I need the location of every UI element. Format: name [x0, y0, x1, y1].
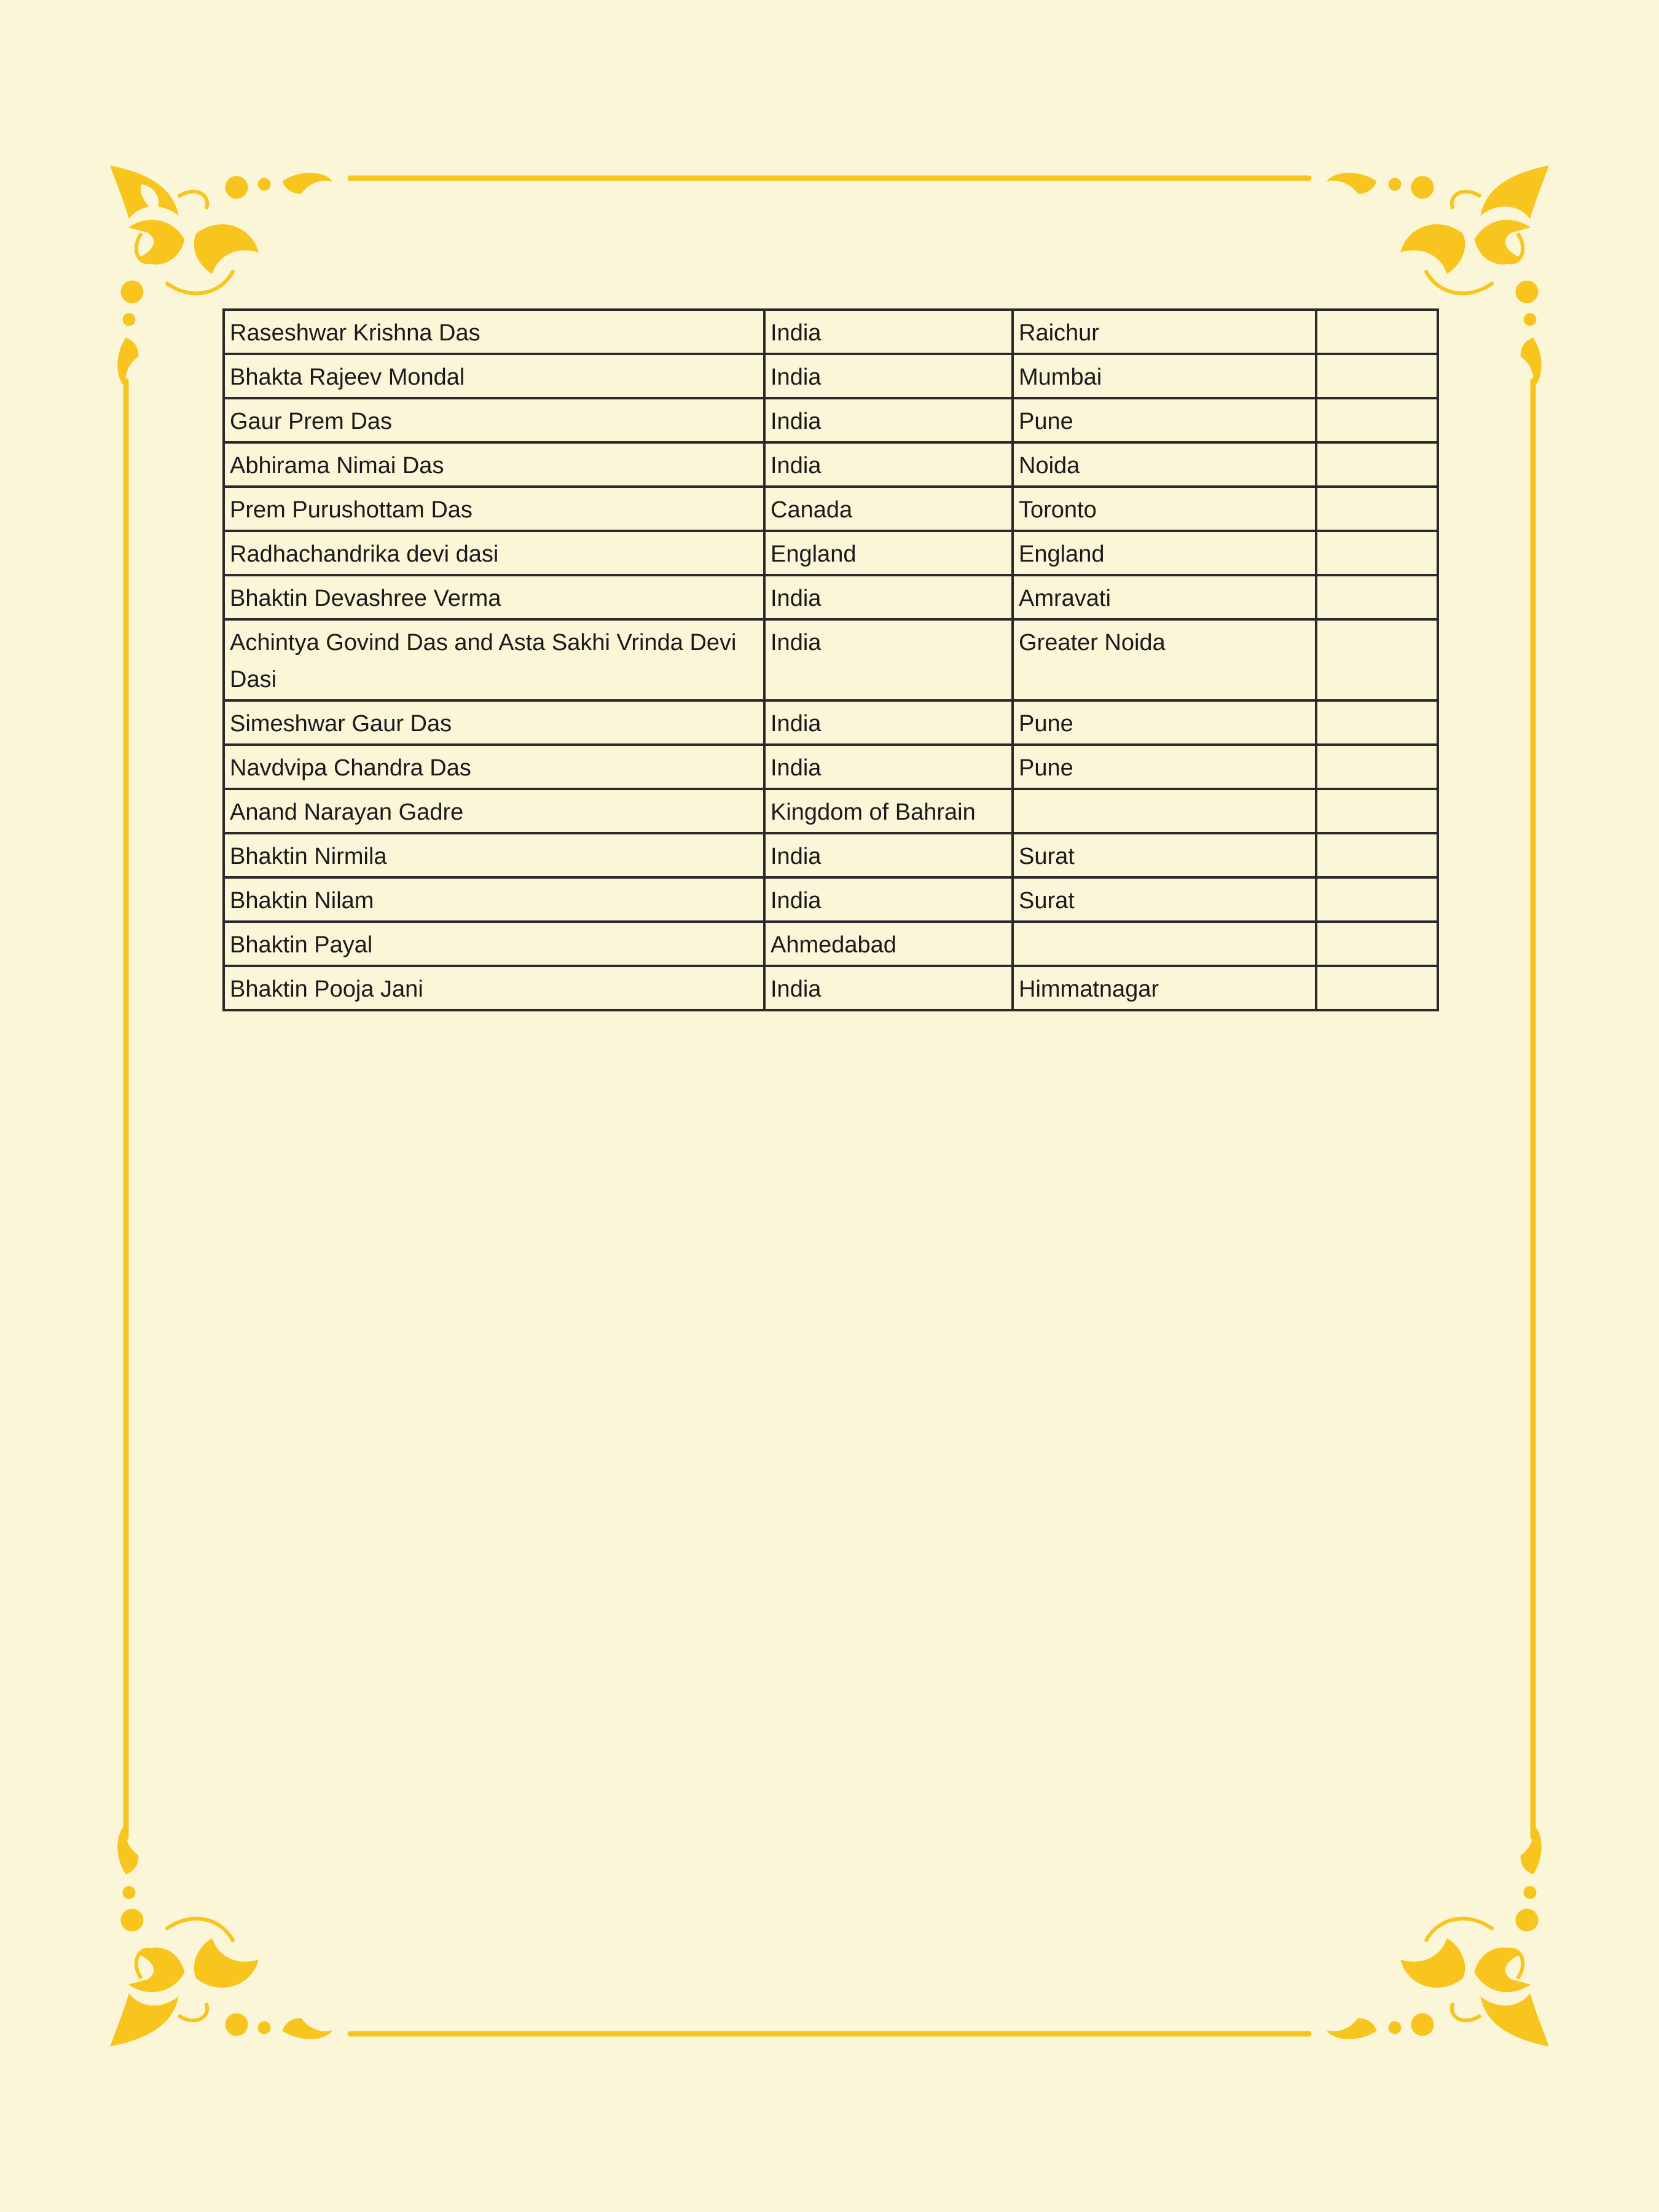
name-cell: Bhaktin Nirmila — [224, 833, 764, 877]
country-cell: India — [764, 398, 1013, 442]
extra-cell — [1316, 877, 1438, 922]
extra-cell — [1316, 922, 1438, 966]
extra-cell — [1316, 966, 1438, 1010]
city-cell — [1013, 922, 1316, 966]
country-cell: India — [764, 575, 1013, 619]
table-row — [224, 619, 1438, 700]
extra-cell — [1316, 531, 1438, 575]
country-cell: India — [764, 745, 1013, 789]
city-cell: Pune — [1013, 398, 1316, 442]
extra-cell — [1316, 310, 1438, 354]
table-row — [224, 700, 1438, 745]
table-row — [224, 310, 1438, 354]
country-cell: India — [764, 442, 1013, 487]
city-cell: Mumbai — [1013, 354, 1316, 398]
city-cell: Pune — [1013, 745, 1316, 789]
city-cell — [1013, 789, 1316, 833]
name-cell: Radhachandrika devi dasi — [224, 531, 764, 575]
table-row — [224, 745, 1438, 789]
extra-cell — [1316, 354, 1438, 398]
extra-cell — [1316, 833, 1438, 877]
city-cell: England — [1013, 531, 1316, 575]
country-cell: India — [764, 966, 1013, 1010]
extra-cell — [1316, 487, 1438, 531]
extra-cell — [1316, 745, 1438, 789]
country-cell: India — [764, 619, 1013, 700]
city-cell: Raichur — [1013, 310, 1316, 354]
floral-scroll-ornament-icon — [104, 1819, 338, 2052]
table-row — [224, 833, 1438, 877]
country-cell: England — [764, 531, 1013, 575]
country-cell: India — [764, 833, 1013, 877]
table-row — [224, 354, 1438, 398]
city-cell: Himmatnagar — [1013, 966, 1316, 1010]
table-row — [224, 966, 1438, 1010]
name-cell: Abhirama Nimai Das — [224, 442, 764, 487]
extra-cell — [1316, 575, 1438, 619]
extra-cell — [1316, 398, 1438, 442]
city-cell: Toronto — [1013, 487, 1316, 531]
name-cell: Bhaktin Payal — [224, 922, 764, 966]
extra-cell — [1316, 442, 1438, 487]
country-cell: India — [764, 354, 1013, 398]
name-cell: Bhaktin Pooja Jani — [224, 966, 764, 1010]
country-cell: India — [764, 877, 1013, 922]
name-cell: Anand Narayan Gadre — [224, 789, 764, 833]
name-cell: Gaur Prem Das — [224, 398, 764, 442]
table-row — [224, 789, 1438, 833]
name-cell: Achintya Govind Das and Asta Sakhi Vrinda Devi Dasi — [224, 619, 764, 700]
table-row — [224, 531, 1438, 575]
country-cell: India — [764, 310, 1013, 354]
table-row — [224, 922, 1438, 966]
country-cell: Kingdom of Bahrain — [764, 789, 1013, 833]
extra-cell — [1316, 619, 1438, 700]
floral-scroll-ornament-icon — [1321, 1819, 1555, 2052]
table-row — [224, 442, 1438, 487]
country-cell: Ahmedabad — [764, 922, 1013, 966]
name-cell: Bhaktin Devashree Verma — [224, 575, 764, 619]
table-row — [224, 398, 1438, 442]
city-cell: Amravati — [1013, 575, 1316, 619]
city-cell: Greater Noida — [1013, 619, 1316, 700]
table-row — [224, 575, 1438, 619]
city-cell: Surat — [1013, 877, 1316, 922]
city-cell: Pune — [1013, 700, 1316, 745]
table-row — [224, 487, 1438, 531]
name-cell: Bhakta Rajeev Mondal — [224, 354, 764, 398]
country-cell: India — [764, 700, 1013, 745]
name-cell: Raseshwar Krishna Das — [224, 310, 764, 354]
name-cell: Navdvipa Chandra Das — [224, 745, 764, 789]
country-cell: Canada — [764, 487, 1013, 531]
extra-cell — [1316, 789, 1438, 833]
name-cell: Prem Purushottam Das — [224, 487, 764, 531]
devotee-register-table — [222, 308, 1439, 1011]
table-row — [224, 877, 1438, 922]
extra-cell — [1316, 700, 1438, 745]
name-cell: Bhaktin Nilam — [224, 877, 764, 922]
city-cell: Surat — [1013, 833, 1316, 877]
name-cell: Simeshwar Gaur Das — [224, 700, 764, 745]
city-cell: Noida — [1013, 442, 1316, 487]
